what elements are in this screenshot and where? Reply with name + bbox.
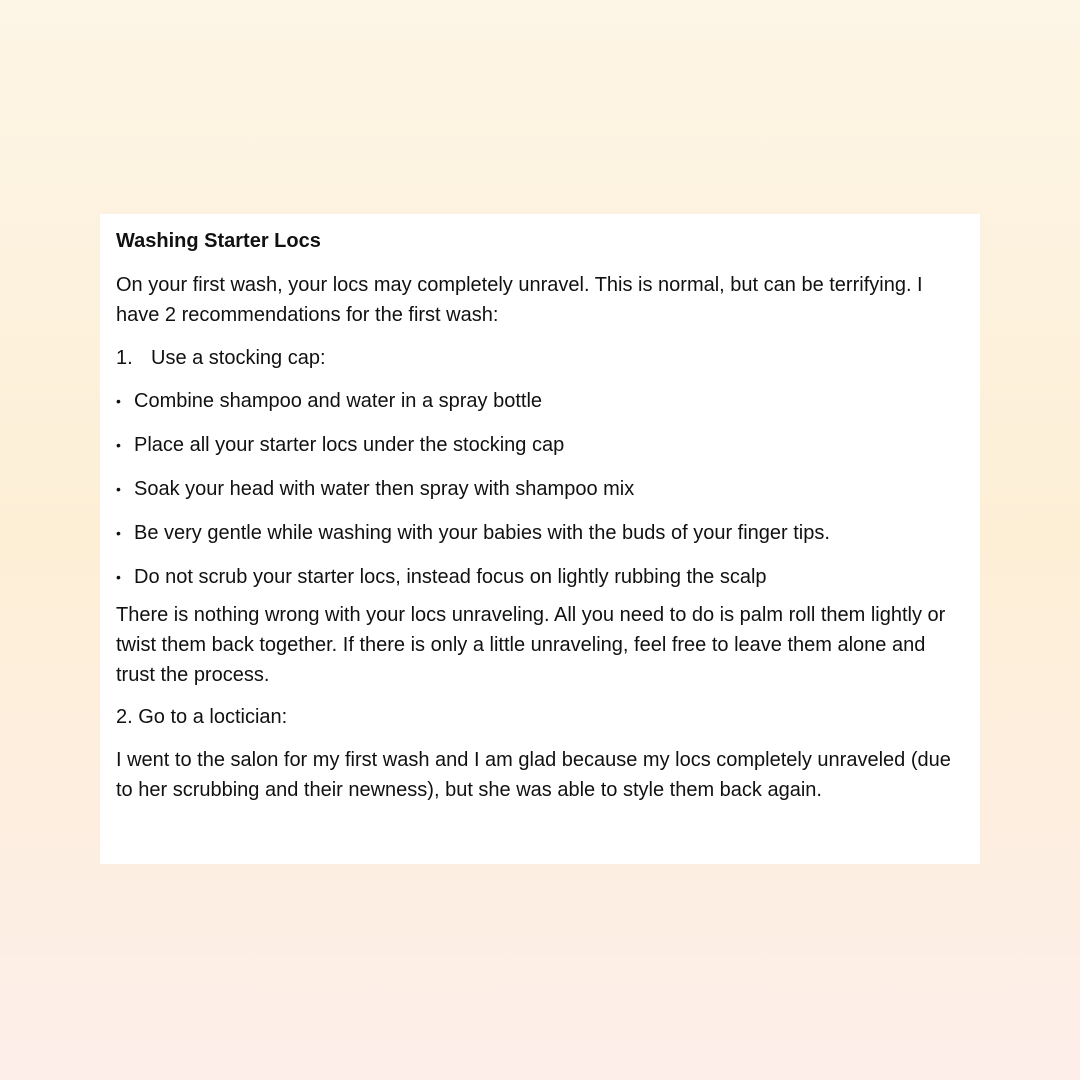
unravel-paragraph: There is nothing wrong with your locs unraveling. All you need to do is palm roll them lightly or twist them back together. If there is only a little unraveling, feel free to leave them alone and trust the process. <box>116 604 946 686</box>
list-item <box>116 562 964 592</box>
list-item <box>116 474 964 504</box>
step-1-label: Use a stocking cap: <box>151 347 326 369</box>
stocking-cap-steps-list <box>116 386 964 592</box>
article-card <box>100 214 980 864</box>
bullet-icon: • <box>116 437 121 453</box>
step-1-heading <box>116 343 964 373</box>
bullet-icon: • <box>116 481 121 497</box>
article-title: Washing Starter Locs <box>116 230 321 252</box>
salon-paragraph: I went to the salon for my first wash and I am glad because my locs completely unraveled (due to her scrubbing and their newness), but she was able to style them back again. <box>116 749 951 801</box>
list-item-text: Combine shampoo and water in a spray bottle <box>134 390 543 412</box>
bullet-icon: • <box>116 569 121 585</box>
list-item-text: Place all your starter locs under the stocking cap <box>134 434 565 456</box>
intro-paragraph: On your first wash, your locs may completely unravel. This is normal, but can be terrifying. I have 2 recommendations for the first wash: <box>116 274 923 326</box>
step-1-number: 1. <box>116 347 133 369</box>
list-item <box>116 386 964 416</box>
list-item-text: Do not scrub your starter locs, instead focus on lightly rubbing the scalp <box>134 566 767 588</box>
list-item <box>116 430 964 460</box>
step-2-heading: 2. Go to a loctician: <box>116 706 288 728</box>
list-item <box>116 518 964 548</box>
list-item-text: Soak your head with water then spray with shampoo mix <box>134 478 635 500</box>
bullet-icon: • <box>116 393 121 409</box>
list-item-text: Be very gentle while washing with your babies with the buds of your finger tips. <box>134 522 830 544</box>
bullet-icon: • <box>116 525 121 541</box>
